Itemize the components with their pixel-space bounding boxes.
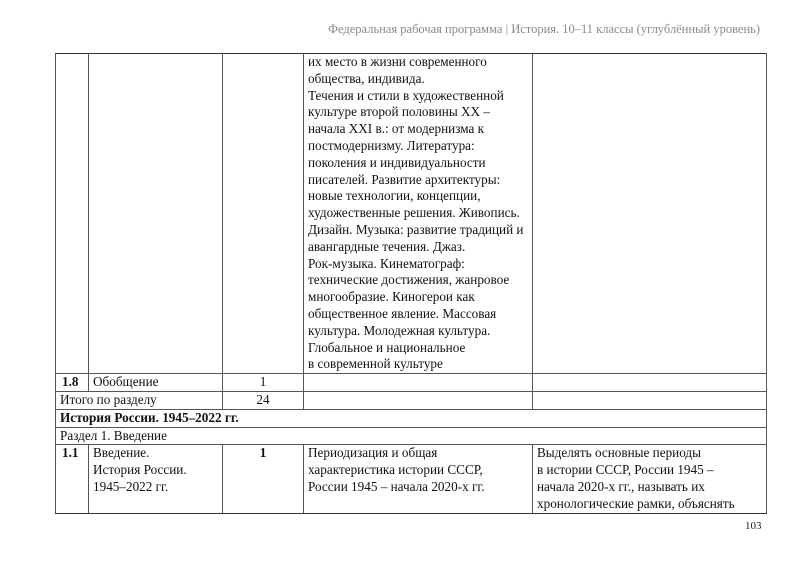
curriculum-table [55,53,767,514]
table-row-section-total [56,391,767,409]
row-hours: 1 [223,445,304,513]
row-number: 1.8 [56,374,89,392]
page-number: 103 [745,520,762,532]
cell-activities [533,54,767,374]
table-row-continued [56,54,767,374]
row-activities [533,374,767,392]
table-row-1-8 [56,374,767,392]
running-header: Федеральная рабочая программа | История. 10–11 классы (углублённый уровень) [328,22,760,36]
row-topic: Обобщение [89,374,223,392]
row-content [304,374,533,392]
row-activities: Выделять основные периоды в истории СССР, России 1945 – начала 2020-х гг., называть их хронологические рамки, объяснять [533,445,767,513]
row-number: 1.1 [56,445,89,513]
section-total-label: Итого по разделу [56,391,223,409]
course-heading: История России. 1945–2022 гг. [56,409,767,427]
section-heading: Раздел 1. Введение [56,427,767,445]
section-total-hours: 24 [223,391,304,409]
row-hours: 1 [223,374,304,392]
table-row-1-1 [56,445,767,513]
cell-content: их место в жизни современного общества, индивида. Течения и стили в художественной культуре второй половины XX – начала XXI в.: от модернизма к постмодернизму. Литература: поколения и индивидуальности писателей. Развитие архитектуры: новые технологии, концепции, художественные решения. Живопись. Дизайн. Музыка: развитие традиций и авангардные течения. Джаз. Рок-музыка. Кинематограф: технические достижения, жанровое многообразие. Киногерои как общественное явление. Массовая культура. Молодежная культура. Глобальное и национальное в современной культуре [304,54,533,374]
table-row-section-heading [56,427,767,445]
cell-number [56,54,89,374]
table-row-course-heading [56,409,767,427]
cell-hours [223,54,304,374]
row-content: Периодизация и общая характеристика истории СССР, России 1945 – начала 2020-х гг. [304,445,533,513]
row-topic: Введение. История России. 1945–2022 гг. [89,445,223,513]
cell-topic [89,54,223,374]
